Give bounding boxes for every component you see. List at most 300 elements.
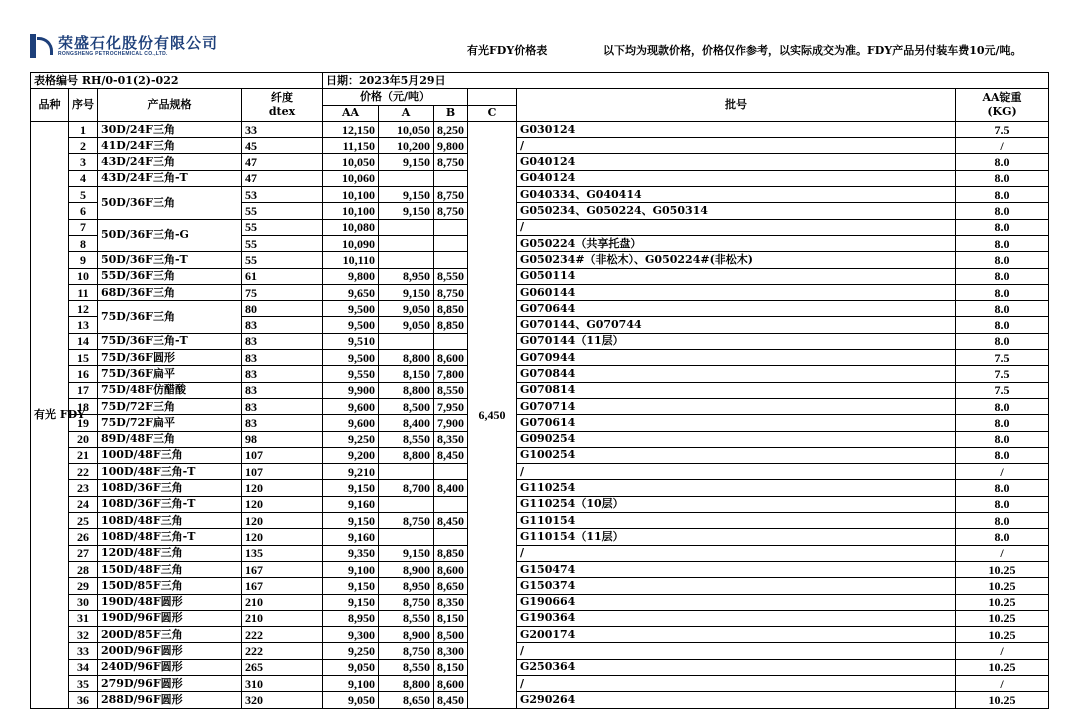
- spec-cell: 108D/36F三角-T: [98, 496, 242, 512]
- table-row: [31, 301, 1049, 317]
- seq-cell: 8: [69, 235, 98, 251]
- weight-cell: 8.0: [956, 268, 1049, 284]
- header-batch: 批号: [517, 89, 956, 122]
- price-aa-cell: 9,250: [323, 643, 379, 659]
- batch-cell: G070844: [517, 366, 956, 382]
- spec-cell: 108D/48F三角-T: [98, 529, 242, 545]
- spec-cell: 43D/24F三角: [98, 154, 242, 170]
- price-aa-cell: 10,110: [323, 252, 379, 268]
- weight-cell: /: [956, 643, 1049, 659]
- seq-cell: 33: [69, 643, 98, 659]
- price-a-cell: 9,150: [379, 154, 434, 170]
- seq-cell: 7: [69, 219, 98, 235]
- variety-cell: 有光 FDY: [31, 121, 69, 708]
- seq-cell: 36: [69, 692, 98, 708]
- price-a-cell: [379, 464, 434, 480]
- seq-cell: 11: [69, 284, 98, 300]
- price-a-cell: 8,150: [379, 366, 434, 382]
- price-note: 以下均为现款价格，价格仅作参考，以实际成交为准。FDY产品另付装车费10元/吨。: [603, 44, 1022, 57]
- table-row: [31, 545, 1049, 561]
- batch-cell: G070714: [517, 398, 956, 414]
- price-a-cell: 10,200: [379, 138, 434, 154]
- weight-cell: 10.25: [956, 578, 1049, 594]
- dtex-cell: 98: [242, 431, 323, 447]
- price-b-cell: 8,650: [434, 578, 468, 594]
- weight-cell: 8.0: [956, 447, 1049, 463]
- table-row: [31, 170, 1049, 186]
- price-b-cell: 8,600: [434, 561, 468, 577]
- price-b-cell: [434, 496, 468, 512]
- seq-cell: 23: [69, 480, 98, 496]
- spec-cell: 89D/48F三角: [98, 431, 242, 447]
- price-aa-cell: 11,150: [323, 138, 379, 154]
- weight-cell: 7.5: [956, 121, 1049, 137]
- table-row: [31, 464, 1049, 480]
- header-seq: 序号: [69, 89, 98, 122]
- dtex-cell: 55: [242, 235, 323, 251]
- dtex-cell: 61: [242, 268, 323, 284]
- header-spec: 产品规格: [98, 89, 242, 122]
- dtex-cell: 120: [242, 529, 323, 545]
- price-a-cell: 8,800: [379, 382, 434, 398]
- seq-cell: 26: [69, 529, 98, 545]
- table-row: [31, 431, 1049, 447]
- price-b-cell: [434, 219, 468, 235]
- seq-cell: 29: [69, 578, 98, 594]
- table-row: [31, 496, 1049, 512]
- spec-cell: 75D/36F扁平: [98, 366, 242, 382]
- price-a-cell: 9,050: [379, 301, 434, 317]
- dtex-cell: 265: [242, 659, 323, 675]
- spec-cell: 190D/48F圆形: [98, 594, 242, 610]
- table-row: [31, 643, 1049, 659]
- price-b-cell: 8,750: [434, 284, 468, 300]
- table-row: [31, 366, 1049, 382]
- dtex-cell: 55: [242, 219, 323, 235]
- price-a-cell: [379, 252, 434, 268]
- price-b-cell: [434, 170, 468, 186]
- seq-cell: 6: [69, 203, 98, 219]
- price-a-cell: 8,900: [379, 627, 434, 643]
- spec-cell: 288D/96F圆形: [98, 692, 242, 708]
- weight-cell: 8.0: [956, 301, 1049, 317]
- dtex-cell: 83: [242, 398, 323, 414]
- batch-cell: G190664: [517, 594, 956, 610]
- price-b-cell: 7,800: [434, 366, 468, 382]
- dtex-cell: 33: [242, 121, 323, 137]
- dtex-cell: 210: [242, 610, 323, 626]
- table-row: [31, 350, 1049, 366]
- price-a-cell: [379, 219, 434, 235]
- seq-cell: 9: [69, 252, 98, 268]
- price-aa-cell: 9,050: [323, 659, 379, 675]
- spec-cell: 150D/48F三角: [98, 561, 242, 577]
- weight-cell: 8.0: [956, 170, 1049, 186]
- spec-cell: 150D/85F三角: [98, 578, 242, 594]
- batch-cell: G040124: [517, 154, 956, 170]
- dtex-cell: 135: [242, 545, 323, 561]
- price-aa-cell: 9,210: [323, 464, 379, 480]
- weight-cell: /: [956, 545, 1049, 561]
- spec-cell: 55D/36F三角: [98, 268, 242, 284]
- weight-cell: 10.25: [956, 659, 1049, 675]
- table-row: [31, 627, 1049, 643]
- page-title: 有光FDY价格表: [467, 44, 548, 57]
- weight-cell: 10.25: [956, 561, 1049, 577]
- dtex-cell: 107: [242, 464, 323, 480]
- table-row: [31, 610, 1049, 626]
- dtex-cell: 83: [242, 366, 323, 382]
- batch-cell: G050234#（非松木）、G050224#(非松木): [517, 252, 956, 268]
- table-row: [31, 692, 1049, 708]
- batch-cell: G110254: [517, 480, 956, 496]
- price-a-cell: [379, 170, 434, 186]
- seq-cell: 3: [69, 154, 98, 170]
- price-aa-cell: 10,100: [323, 187, 379, 203]
- price-a-cell: 8,950: [379, 268, 434, 284]
- batch-cell: G290264: [517, 692, 956, 708]
- table-row: [31, 154, 1049, 170]
- price-b-cell: 8,750: [434, 203, 468, 219]
- price-a-cell: 9,150: [379, 284, 434, 300]
- seq-cell: 25: [69, 513, 98, 529]
- seq-cell: 20: [69, 431, 98, 447]
- batch-cell: G070144（11层）: [517, 333, 956, 349]
- price-a-cell: 8,800: [379, 675, 434, 691]
- seq-cell: 13: [69, 317, 98, 333]
- company-logo: [30, 34, 218, 58]
- spec-cell: 50D/36F三角-G: [98, 219, 242, 252]
- price-aa-cell: 10,100: [323, 203, 379, 219]
- batch-cell: G200174: [517, 627, 956, 643]
- price-aa-cell: 9,300: [323, 627, 379, 643]
- price-b-cell: 8,450: [434, 692, 468, 708]
- dtex-cell: 80: [242, 301, 323, 317]
- price-aa-cell: 9,150: [323, 480, 379, 496]
- batch-cell: G100254: [517, 447, 956, 463]
- spec-cell: 30D/24F三角: [98, 121, 242, 137]
- price-aa-cell: 12,150: [323, 121, 379, 137]
- seq-cell: 22: [69, 464, 98, 480]
- header-dtex-unit: dtex: [268, 105, 296, 119]
- dtex-cell: 83: [242, 317, 323, 333]
- price-a-cell: 8,750: [379, 594, 434, 610]
- table-row: [31, 284, 1049, 300]
- spec-cell: 240D/96F圆形: [98, 659, 242, 675]
- spec-cell: 108D/48F三角: [98, 513, 242, 529]
- price-a-cell: [379, 235, 434, 251]
- header-aa: AA: [323, 105, 379, 121]
- price-aa-cell: 10,080: [323, 219, 379, 235]
- spec-cell: 50D/36F三角-T: [98, 252, 242, 268]
- price-b-cell: 8,450: [434, 513, 468, 529]
- batch-cell: G150374: [517, 578, 956, 594]
- price-aa-cell: 9,050: [323, 692, 379, 708]
- price-aa-cell: 8,950: [323, 610, 379, 626]
- table-row: [31, 447, 1049, 463]
- header-price: 价格（元/吨）: [323, 89, 468, 105]
- batch-cell: G070944: [517, 350, 956, 366]
- batch-cell: G110254（10层）: [517, 496, 956, 512]
- spec-cell: 68D/36F三角: [98, 284, 242, 300]
- batch-cell: G110154: [517, 513, 956, 529]
- weight-cell: 8.0: [956, 317, 1049, 333]
- price-aa-cell: 10,090: [323, 235, 379, 251]
- dtex-cell: 120: [242, 513, 323, 529]
- table-row: [31, 382, 1049, 398]
- batch-cell: G060144: [517, 284, 956, 300]
- header-weight: [956, 89, 1049, 122]
- header-a: A: [379, 105, 434, 121]
- seq-cell: 4: [69, 170, 98, 186]
- price-a-cell: 8,800: [379, 350, 434, 366]
- batch-cell: G070644: [517, 301, 956, 317]
- batch-cell: /: [517, 545, 956, 561]
- batch-cell: G110154（11层）: [517, 529, 956, 545]
- price-b-cell: 8,850: [434, 317, 468, 333]
- weight-cell: /: [956, 675, 1049, 691]
- price-a-cell: 9,150: [379, 187, 434, 203]
- dtex-cell: 83: [242, 333, 323, 349]
- table-row: [31, 675, 1049, 691]
- batch-cell: /: [517, 138, 956, 154]
- form-number: 表格编号 RH/0-01(2)-022: [31, 73, 323, 89]
- price-a-cell: 8,650: [379, 692, 434, 708]
- price-b-cell: [434, 464, 468, 480]
- batch-cell: G030124: [517, 121, 956, 137]
- batch-cell: G250364: [517, 659, 956, 675]
- weight-cell: 8.0: [956, 333, 1049, 349]
- spec-cell: 75D/48F仿醋酸: [98, 382, 242, 398]
- price-aa-cell: 9,600: [323, 415, 379, 431]
- seq-cell: 14: [69, 333, 98, 349]
- price-a-cell: [379, 496, 434, 512]
- dtex-cell: 310: [242, 675, 323, 691]
- price-b-cell: 8,750: [434, 154, 468, 170]
- price-aa-cell: 9,500: [323, 317, 379, 333]
- price-b-cell: 8,550: [434, 268, 468, 284]
- table-row: [31, 594, 1049, 610]
- weight-cell: 10.25: [956, 610, 1049, 626]
- price-a-cell: 8,800: [379, 447, 434, 463]
- price-aa-cell: 9,510: [323, 333, 379, 349]
- spec-cell: 100D/48F三角: [98, 447, 242, 463]
- price-aa-cell: 9,600: [323, 398, 379, 414]
- spec-cell: 75D/72F三角: [98, 398, 242, 414]
- company-name-cn: 荣盛石化股份有限公司: [58, 34, 219, 52]
- dtex-cell: 107: [242, 447, 323, 463]
- price-b-cell: 9,800: [434, 138, 468, 154]
- weight-cell: 8.0: [956, 187, 1049, 203]
- weight-cell: 7.5: [956, 350, 1049, 366]
- price-a-cell: 8,550: [379, 659, 434, 675]
- seq-cell: 28: [69, 561, 98, 577]
- batch-cell: G050224（共享托盘）: [517, 235, 956, 251]
- table-row: [31, 398, 1049, 414]
- seq-cell: 35: [69, 675, 98, 691]
- dtex-cell: 53: [242, 187, 323, 203]
- spec-cell: 75D/36F圆形: [98, 350, 242, 366]
- price-b-cell: 8,250: [434, 121, 468, 137]
- dtex-cell: 47: [242, 170, 323, 186]
- price-aa-cell: 9,160: [323, 496, 379, 512]
- price-b-cell: 8,500: [434, 627, 468, 643]
- table-row: [31, 252, 1049, 268]
- price-aa-cell: 9,100: [323, 675, 379, 691]
- batch-cell: G190364: [517, 610, 956, 626]
- header-weight-unit: (KG): [987, 105, 1017, 119]
- price-b-cell: 8,350: [434, 431, 468, 447]
- seq-cell: 30: [69, 594, 98, 610]
- table-row: [31, 578, 1049, 594]
- table-row: [31, 219, 1049, 235]
- seq-cell: 1: [69, 121, 98, 137]
- table-row: [31, 268, 1049, 284]
- seq-cell: 24: [69, 496, 98, 512]
- price-b-cell: 8,600: [434, 675, 468, 691]
- dtex-cell: 75: [242, 284, 323, 300]
- table-row: [31, 415, 1049, 431]
- price-a-cell: 9,050: [379, 317, 434, 333]
- price-aa-cell: 9,500: [323, 301, 379, 317]
- table-body: [31, 121, 1049, 708]
- header-c: C: [468, 105, 517, 121]
- dtex-cell: 47: [242, 154, 323, 170]
- weight-cell: 10.25: [956, 692, 1049, 708]
- price-aa-cell: 9,650: [323, 284, 379, 300]
- price-aa-cell: 10,060: [323, 170, 379, 186]
- price-b-cell: 7,950: [434, 398, 468, 414]
- header-variety: 品种: [31, 89, 69, 122]
- batch-cell: G070144、G070744: [517, 317, 956, 333]
- spec-cell: 43D/24F三角-T: [98, 170, 242, 186]
- weight-cell: 8.0: [956, 496, 1049, 512]
- price-a-cell: 9,150: [379, 545, 434, 561]
- price-c-cell: 6,450: [468, 121, 517, 708]
- price-a-cell: 8,950: [379, 578, 434, 594]
- seq-cell: 2: [69, 138, 98, 154]
- spec-cell: 75D/36F三角-T: [98, 333, 242, 349]
- price-b-cell: 8,300: [434, 643, 468, 659]
- price-b-cell: 8,350: [434, 594, 468, 610]
- spec-cell: 190D/96F圆形: [98, 610, 242, 626]
- header-dtex-cn: 纤度: [271, 91, 293, 105]
- dtex-cell: 120: [242, 480, 323, 496]
- price-b-cell: 8,850: [434, 301, 468, 317]
- weight-cell: 8.0: [956, 529, 1049, 545]
- header-weight-label: AA锭重: [982, 91, 1022, 105]
- price-aa-cell: 9,100: [323, 561, 379, 577]
- weight-cell: 8.0: [956, 398, 1049, 414]
- dtex-cell: 45: [242, 138, 323, 154]
- price-b-cell: 8,450: [434, 447, 468, 463]
- price-b-cell: 8,400: [434, 480, 468, 496]
- dtex-cell: 83: [242, 382, 323, 398]
- logo-icon: [30, 34, 52, 58]
- price-b-cell: [434, 529, 468, 545]
- seq-cell: 10: [69, 268, 98, 284]
- price-b-cell: [434, 333, 468, 349]
- weight-cell: 8.0: [956, 431, 1049, 447]
- batch-cell: G070814: [517, 382, 956, 398]
- company-name-en: RONGSHENG PETROCHEMICAL CO.,LTD.: [58, 51, 168, 57]
- seq-cell: 19: [69, 415, 98, 431]
- weight-cell: 8.0: [956, 480, 1049, 496]
- seq-cell: 31: [69, 610, 98, 626]
- dtex-cell: 83: [242, 350, 323, 366]
- table-row: [31, 480, 1049, 496]
- batch-cell: G050114: [517, 268, 956, 284]
- price-table: [30, 72, 1049, 709]
- weight-cell: 8.0: [956, 415, 1049, 431]
- weight-cell: /: [956, 138, 1049, 154]
- batch-cell: G070614: [517, 415, 956, 431]
- weight-cell: 10.25: [956, 627, 1049, 643]
- price-a-cell: [379, 333, 434, 349]
- spec-cell: 100D/48F三角-T: [98, 464, 242, 480]
- dtex-cell: 167: [242, 578, 323, 594]
- spec-cell: 50D/36F三角: [98, 187, 242, 220]
- dtex-cell: 210: [242, 594, 323, 610]
- price-a-cell: 8,550: [379, 431, 434, 447]
- weight-cell: 8.0: [956, 252, 1049, 268]
- table-row: [31, 561, 1049, 577]
- price-aa-cell: 9,150: [323, 578, 379, 594]
- price-a-cell: 8,900: [379, 561, 434, 577]
- spec-cell: 120D/48F三角: [98, 545, 242, 561]
- dtex-cell: 222: [242, 627, 323, 643]
- batch-cell: /: [517, 675, 956, 691]
- table-row: [31, 138, 1049, 154]
- price-b-cell: 8,550: [434, 382, 468, 398]
- seq-cell: 15: [69, 350, 98, 366]
- seq-cell: 34: [69, 659, 98, 675]
- table-row: [31, 513, 1049, 529]
- spec-cell: 41D/24F三角: [98, 138, 242, 154]
- weight-cell: 7.5: [956, 382, 1049, 398]
- price-a-cell: 8,750: [379, 513, 434, 529]
- price-b-cell: 8,150: [434, 610, 468, 626]
- seq-cell: 12: [69, 301, 98, 317]
- dtex-cell: 167: [242, 561, 323, 577]
- batch-cell: G040334、G040414: [517, 187, 956, 203]
- price-aa-cell: 9,350: [323, 545, 379, 561]
- price-aa-cell: 9,200: [323, 447, 379, 463]
- price-a-cell: 8,400: [379, 415, 434, 431]
- weight-cell: 8.0: [956, 513, 1049, 529]
- dtex-cell: 222: [242, 643, 323, 659]
- dtex-cell: 83: [242, 415, 323, 431]
- weight-cell: 10.25: [956, 594, 1049, 610]
- batch-cell: /: [517, 464, 956, 480]
- table-row: [31, 529, 1049, 545]
- price-a-cell: 10,050: [379, 121, 434, 137]
- batch-cell: G050234、G050224、G050314: [517, 203, 956, 219]
- seq-cell: 21: [69, 447, 98, 463]
- weight-cell: 8.0: [956, 203, 1049, 219]
- price-b-cell: 8,750: [434, 187, 468, 203]
- table-row: [31, 333, 1049, 349]
- price-a-cell: 8,500: [379, 398, 434, 414]
- price-aa-cell: 9,150: [323, 513, 379, 529]
- table-row: [31, 187, 1049, 203]
- batch-cell: /: [517, 219, 956, 235]
- price-aa-cell: 9,900: [323, 382, 379, 398]
- seq-cell: 32: [69, 627, 98, 643]
- spec-cell: 108D/36F三角: [98, 480, 242, 496]
- price-b-cell: 8,150: [434, 659, 468, 675]
- batch-cell: G150474: [517, 561, 956, 577]
